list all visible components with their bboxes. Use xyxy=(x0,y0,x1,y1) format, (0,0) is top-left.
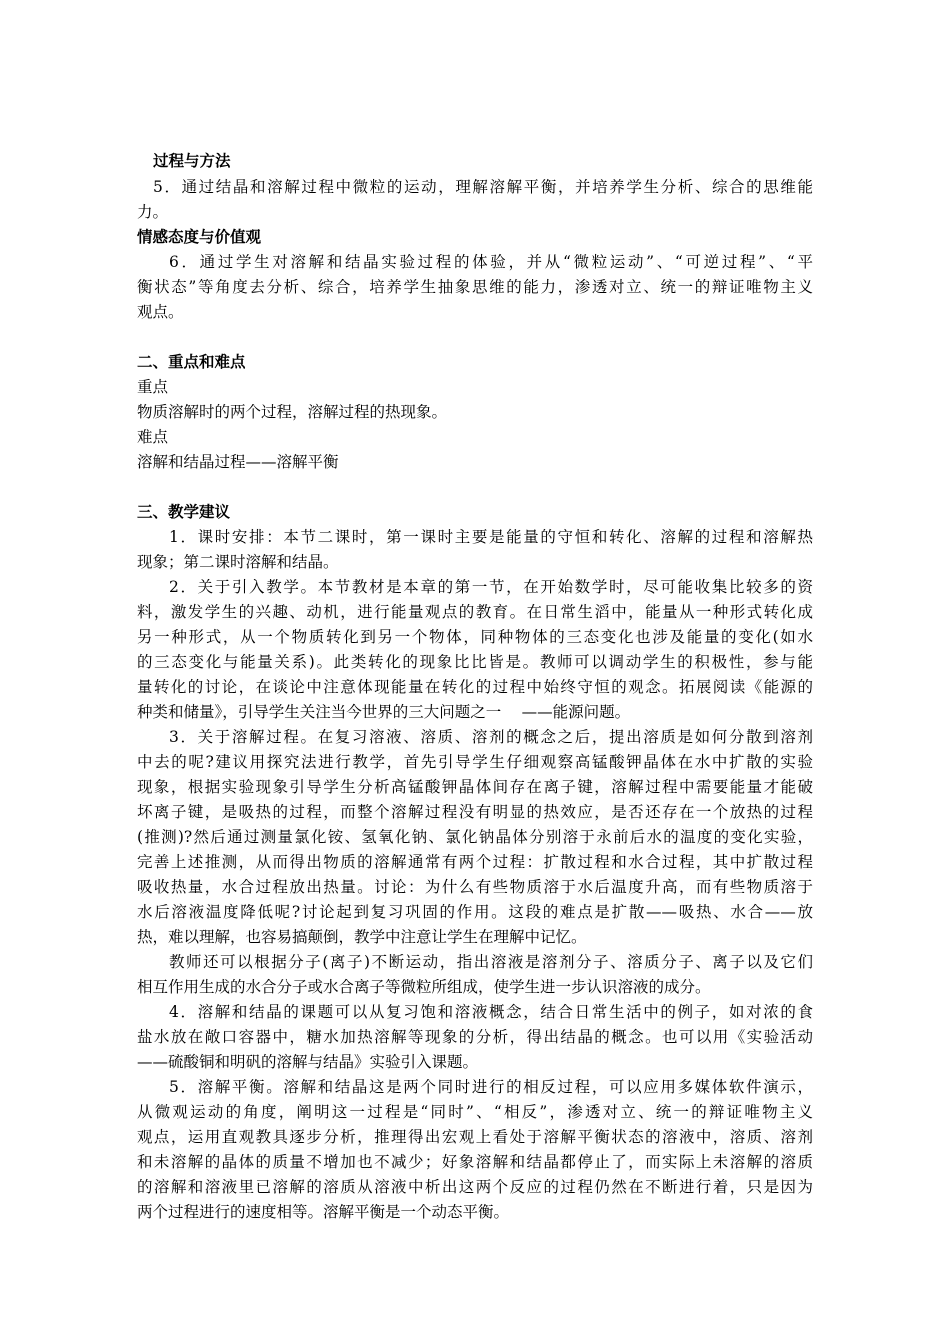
paragraph-line: 衡状态”等角度去分析、综合，培养学生抽象思维的能力，渗透对立、统一的辩证唯物主义 xyxy=(137,278,813,296)
paragraph-line: 观点，运用直观教具逐步分析，推理得出宏观上看处于溶解平衡状态的溶液中，溶质、溶剂 xyxy=(137,1128,813,1146)
paragraph-line: 中去的呢?建议用探究法进行教学，首先引导学生仔细观察高锰酸钾晶体在水中扩散的实验 xyxy=(137,753,813,771)
paragraph-line: (推测)?然后通过测量氯化铵、氢氧化钠、氯化钠晶体分别溶于永前后水的温度的变化实验， xyxy=(137,828,813,846)
key-point-text: 物质溶解时的两个过程，溶解过程的热现象。 xyxy=(137,403,448,421)
paragraph-line: 种类和储量》，引导学生关注当今世界的三大问题之一 ——能源问题。 xyxy=(137,703,631,721)
paragraph-line: 料，激发学生的兴趣、动机，进行能量观点的教育。在日常生滔中，能量从一种形式转化成 xyxy=(137,603,813,621)
paragraph-line: 3．关于溶解过程。在复习溶液、溶质、溶剂的概念之后，提出溶质是如何分散到溶剂 xyxy=(169,728,813,746)
paragraph-line: 4．溶解和结晶的课题可以从复习饱和溶液概念，结合日常生活中的例子，如对浓的食 xyxy=(169,1003,813,1021)
paragraph-line: 热，难以理解，也容易搞颠倒，教学中注意让学生在理解中记忆。 xyxy=(137,928,587,946)
paragraph-line: 坏离子键，是吸热的过程，而整个溶解过程没有明显的热效应，是否还存在一个放热的过程 xyxy=(137,803,813,821)
paragraph-line: 另一种形式，从一个物质转化到另一个物体，同种物体的三态变化也涉及能量的变化(如水 xyxy=(137,628,813,646)
paragraph-line: 量转化的讨论，在谈论中注意体现能量在转化的过程中始终守恒的观念。拓展阅读《能源的 xyxy=(137,678,813,696)
difficult-point-text: 溶解和结晶过程——溶解平衡 xyxy=(137,453,339,471)
paragraph-line: 6．通过学生对溶解和结晶实验过程的体验，并从“微粒运动”、“可逆过程”、“平 xyxy=(169,253,814,271)
paragraph-line: 从微观运动的角度，阐明这一过程是“同时”、“相反”，渗透对立、统一的辩证唯物主义 xyxy=(137,1103,813,1121)
paragraph-line: 和未溶解的晶体的质量不增加也不减少；好象溶解和结晶都停止了，而实际上未溶解的溶质 xyxy=(137,1153,813,1171)
paragraph-line: 吸收热量，水合过程放出热量。讨论：为什么有些物质溶于水后温度升高，而有些物质溶于 xyxy=(137,878,813,896)
paragraph-line: 盐水放在敞口容器中，糖水加热溶解等现象的分析，得出结晶的概念。也可以用《实验活动 xyxy=(137,1028,813,1046)
paragraph-line: 教师还可以根据分子(离子)不断运动，指出溶液是溶剂分子、溶质分子、离子以及它们 xyxy=(169,953,813,971)
heading-teaching-suggestions: 三、教学建议 xyxy=(137,503,231,521)
paragraph-line: 完善上述推测，从而得出物质的溶解通常有两个过程：扩散过程和水合过程，其中扩散过程 xyxy=(137,853,813,871)
paragraph-line: 相互作用生成的水合分子或水合离子等微粒所组成，使学生进一步认识溶液的成分。 xyxy=(137,978,711,996)
paragraph-line: 两个过程进行的速度相等。溶解平衡是一个动态平衡。 xyxy=(137,1203,510,1221)
paragraph-line: 观点。 xyxy=(137,303,184,321)
key-point-label: 重点 xyxy=(137,378,169,396)
paragraph-line: 的溶解和溶液里已溶解的溶质从溶液中析出这两个反应的过程仍然在不断进行着，只是因为 xyxy=(137,1178,813,1196)
paragraph-line: 水后溶液温度降低呢?讨论起到复习巩固的作用。这段的难点是扩散——吸热、水合——放 xyxy=(137,903,813,921)
paragraph-line: 2．关于引入教学。本节教材是本章的第一节，在开始数学时，尽可能收集比较多的资 xyxy=(169,578,813,596)
paragraph-line: 5．溶解平衡。溶解和结晶这是两个同时进行的相反过程，可以应用多媒体软件演示， xyxy=(169,1078,813,1096)
paragraph-line: 现象；第二课时溶解和结晶。 xyxy=(137,553,339,571)
paragraph-line: 1．课时安排：本节二课时，第一课时主要是能量的守恒和转化、溶解的过程和溶解热 xyxy=(169,528,813,546)
paragraph-line: ——硫酸铜和明矾的溶解与结晶》实验引入课题。 xyxy=(137,1053,479,1071)
heading-key-difficult: 二、重点和难点 xyxy=(137,353,246,371)
paragraph-line: 力。 xyxy=(137,203,169,221)
heading-emotion-values: 情感态度与价值观 xyxy=(137,228,262,246)
difficult-point-label: 难点 xyxy=(137,428,169,446)
paragraph-line: 现象，根据实验现象引导学生分析高锰酸钾晶体间存在离子键，溶解过程中需要能量才能破 xyxy=(137,778,813,796)
paragraph-line: 的三态变化与能量关系)。此类转化的现象比比皆是。教师可以调动学生的积极性，参与能 xyxy=(137,653,813,671)
heading-process-method: 过程与方法 xyxy=(153,152,231,170)
paragraph-line: 5．通过结晶和溶解过程中微粒的运动，理解溶解平衡，并培养学生分析、综合的思维能 xyxy=(153,178,813,196)
